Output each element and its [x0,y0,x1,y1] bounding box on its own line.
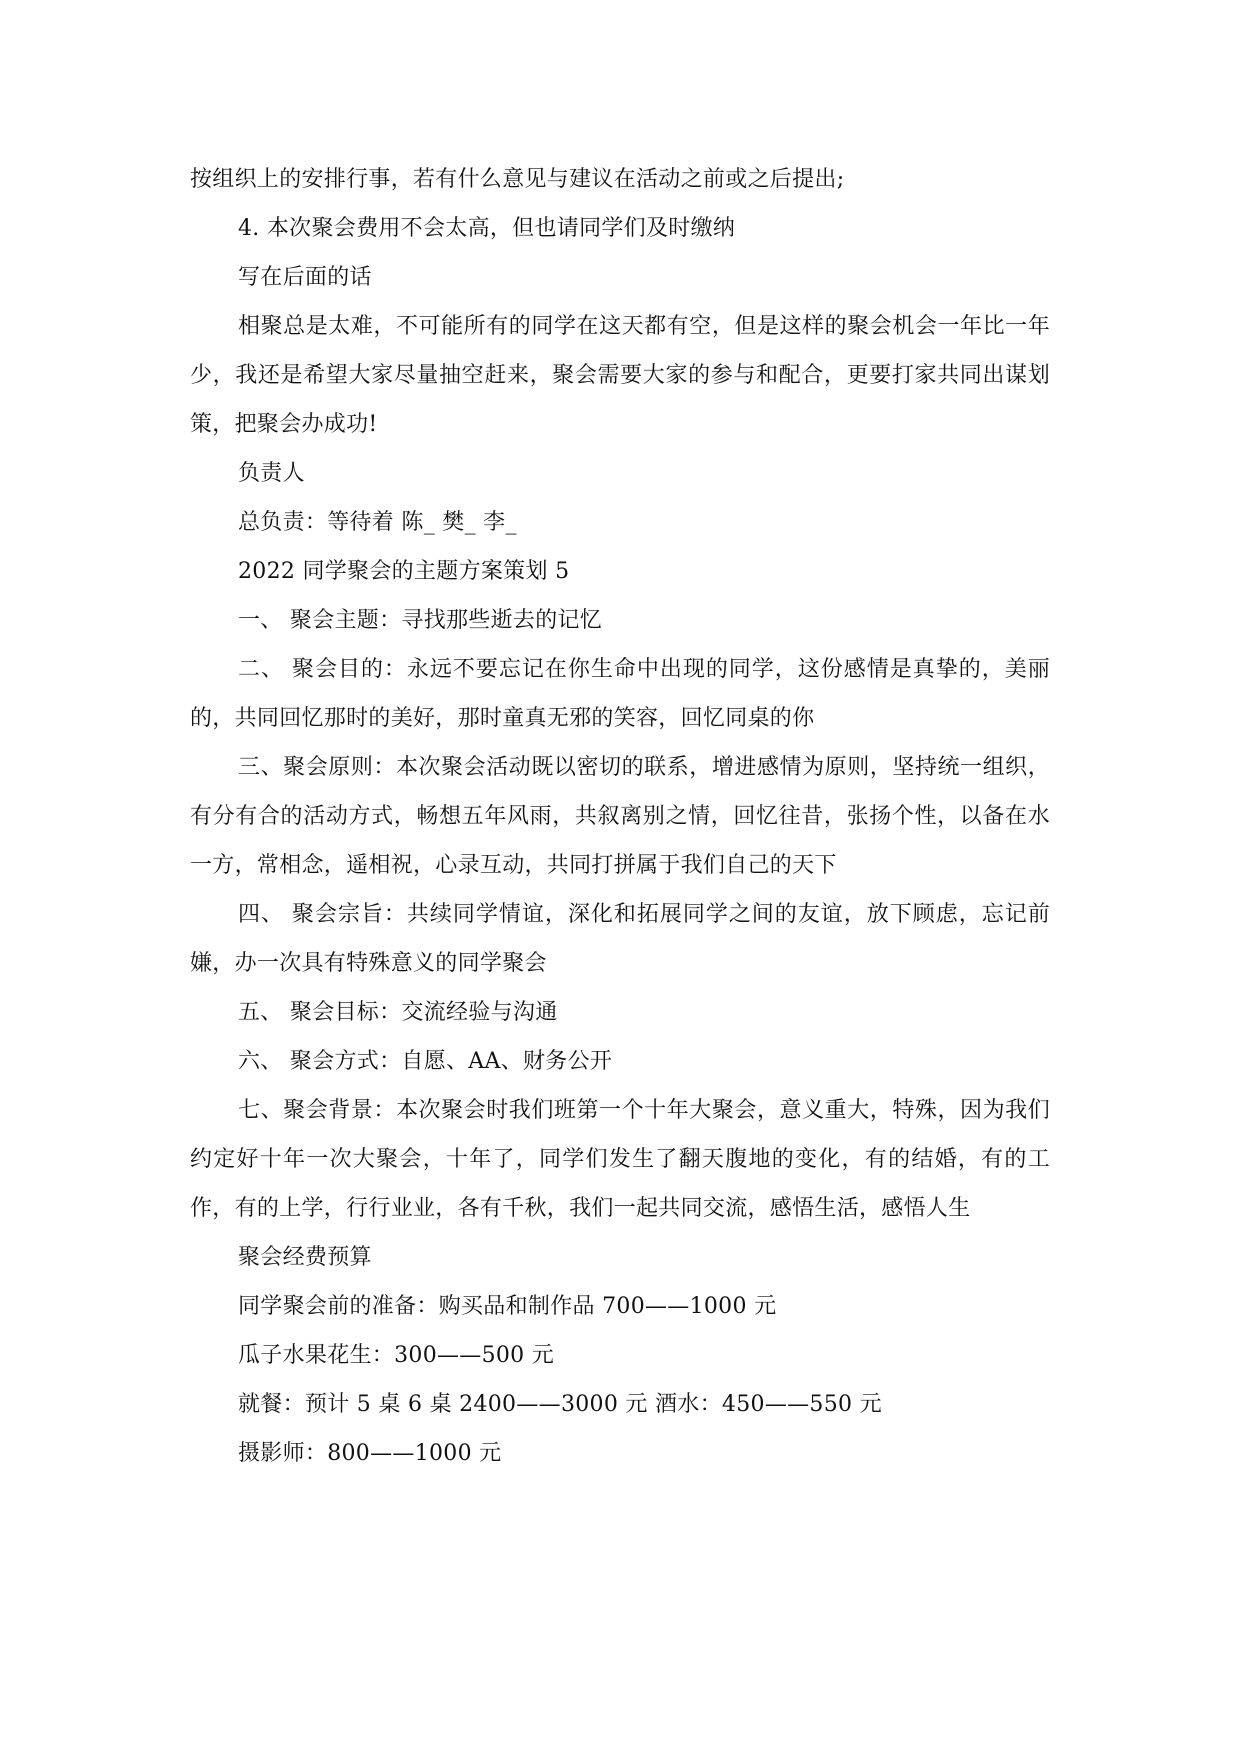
section-heading: 负责人 [238,461,305,486]
budget-item: 摄影师：800——1000 元 [238,1441,502,1466]
document-title: 2022 同学聚会的主题方案策划 5 [238,559,570,584]
paragraph: 三、聚会原则：本次聚会活动既以密切的联系，增进感情为原则，坚持统一组织，有分有合的活动方式，畅想五年风雨，共叙离别之情，回忆往昔，张扬个性，以备在水一方，常相念，遥相祝，心录互动，共同打拼属于我们自己的天下 [190,755,1050,878]
paragraph: 相聚总是太难，不可能所有的同学在这天都有空，但是这样的聚会机会一年比一年少，我还是希望大家尽量抽空赶来，聚会需要大家的参与和配合，更要打家共同出谋划策，把聚会办成功! [190,314,1050,437]
section-heading: 写在后面的话 [238,265,372,290]
paragraph: 二、 聚会目的：永远不要忘记在你生命中出现的同学，这份感情是真挚的，美丽的，共同回忆那时的美好，那时童真无邪的笑容，回忆同桌的你 [190,657,1050,731]
budget-item: 同学聚会前的准备：购买品和制作品 700——1000 元 [238,1294,777,1319]
document-body [190,155,1050,1478]
budget-item: 就餐：预计 5 桌 6 桌 2400——3000 元 酒水：450——550 元 [238,1392,882,1417]
paragraph: 六、 聚会方式：自愿、AA、财务公开 [238,1049,613,1074]
paragraph: 一、 聚会主题：寻找那些逝去的记忆 [238,608,603,633]
paragraph: 总负责：等待着 陈_ 樊_ 李_ [238,510,517,535]
paragraph: 4. 本次聚会费用不会太高，但也请同学们及时缴纳 [238,216,736,241]
section-heading: 聚会经费预算 [238,1245,372,1270]
budget-item: 瓜子水果花生：300——500 元 [238,1343,555,1368]
paragraph: 按组织上的安排行事，若有什么意见与建议在活动之前或之后提出; [190,167,845,192]
paragraph: 四、 聚会宗旨：共续同学情谊，深化和拓展同学之间的友谊，放下顾虑，忘记前嫌，办一次具有特殊意义的同学聚会 [190,902,1050,976]
paragraph: 五、 聚会目标：交流经验与沟通 [238,1000,558,1025]
paragraph: 七、聚会背景：本次聚会时我们班第一个十年大聚会，意义重大，特殊，因为我们约定好十年一次大聚会，十年了，同学们发生了翻天腹地的变化，有的结婚，有的工作，有的上学，行行业业，各有千秋，我们一起共同交流，感悟生活，感悟人生 [190,1098,1050,1221]
